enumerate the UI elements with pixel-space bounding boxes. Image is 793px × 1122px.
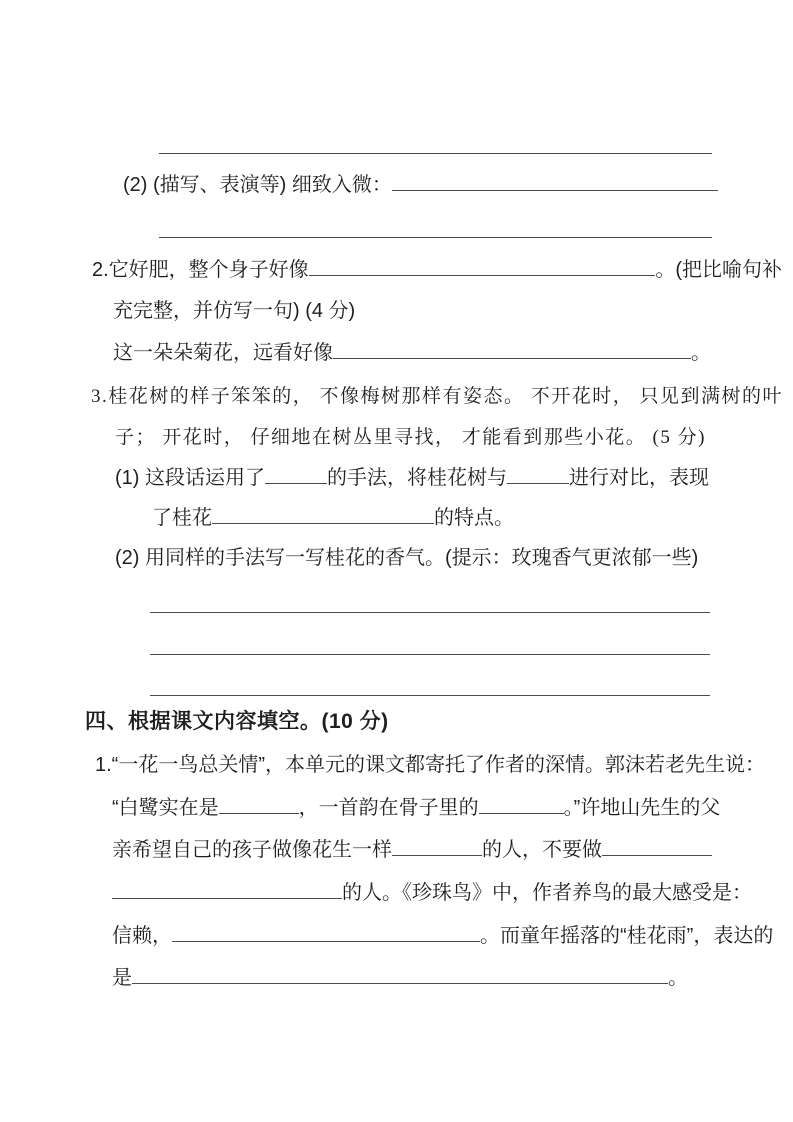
blank-underline (507, 480, 569, 484)
item2-sub2-line (123, 174, 718, 197)
s4-q1-line5 (112, 925, 773, 948)
blank-underline (333, 355, 691, 359)
item2-stem-cont: 充完整，并仿写一句) (4 分) (113, 300, 356, 322)
blank-underline (150, 692, 710, 696)
s4-q1-line2-post: 。”许地山先生的父 (563, 797, 721, 819)
blank-underline (132, 980, 668, 984)
answer-line (159, 234, 712, 238)
blank-underline (150, 609, 710, 613)
blank-underline (265, 480, 327, 484)
section4-heading (85, 710, 389, 733)
item3-sub1-cont-pre: 了桂花 (152, 507, 212, 529)
item3-sub2-label: (2) 用同样的手法写一写桂花的香气。(提示：玫瑰香气更浓郁一些) (115, 547, 699, 569)
item3-sub1-seg3: 进行对比，表现 (569, 467, 709, 489)
s4-q1-line6-pre: 是 (112, 967, 132, 989)
item3-sub1-seg1: (1) 这段话运用了 (115, 467, 265, 489)
blank-underline (172, 938, 480, 942)
item3-passage-line2 (115, 426, 706, 449)
section4-heading-text: 四、根据课文内容填空。(10 分) (85, 710, 389, 733)
s4-q1-line3-pre: 亲希望自己的孩子做像花生一样 (112, 839, 392, 861)
item2-imitation-line (113, 342, 711, 365)
s4-q1-line2-pre: “白鹭实在是 (112, 797, 219, 819)
blank-underline (309, 272, 656, 276)
blank-underline (479, 810, 564, 814)
item3-passage-line1 (91, 385, 783, 408)
item2-stem-line (92, 259, 782, 282)
s4-q1-line5-pre: 信赖， (112, 925, 172, 947)
s4-q1-line2 (112, 797, 720, 820)
item3-sub1-seg2: 的手法，将桂花树与 (327, 467, 507, 489)
item2-stem-continuation (113, 300, 355, 323)
blank-underline (150, 651, 710, 655)
blank-underline (112, 895, 342, 899)
item3-passage-text: 3.桂花树的样子笨笨的， 不像梅树那样有姿态。 不开花时， 只见到满树的叶 (91, 386, 784, 407)
full-stop: 。 (668, 967, 688, 989)
item2-stem-post: 。(把比喻句补 (655, 259, 782, 281)
s4-q1-line3 (112, 839, 712, 862)
s4-q1-line6 (112, 967, 688, 990)
s4-q1-line4-post: 的人。《珍珠鸟》中，作者养鸟的最大感受是： (342, 882, 752, 904)
item3-sub2-line (115, 547, 698, 570)
answer-line (150, 651, 710, 655)
blank-underline (212, 520, 434, 524)
s4-q1-line4 (112, 882, 752, 905)
full-stop: 。 (691, 342, 711, 364)
s4-q1-line2-mid: ，一首韵在骨子里的 (298, 797, 479, 819)
item3-sub1-cont-post: 的特点。 (434, 507, 514, 529)
blank-underline (602, 852, 712, 856)
s4-q1-line3-mid: 的人，不要做 (482, 839, 602, 861)
blank-underline (392, 187, 718, 191)
answer-line (150, 609, 710, 613)
item3-sub1-line (115, 467, 709, 490)
blank-underline (159, 234, 712, 238)
blank-underline (392, 852, 482, 856)
item2-stem-pre: 2.它好肥，整个身子好像 (92, 259, 309, 281)
item3-passage-text: 子； 开花时， 仔细地在树丛里寻找， 才能看到那些小花。 (5 分) (115, 427, 706, 448)
blank-underline (159, 150, 712, 154)
blank-underline (219, 810, 299, 814)
item2-sub2-label: (2) (描写、表演等) 细致入微： (123, 174, 392, 196)
item3-sub1-continuation (152, 507, 514, 530)
item2-imitation-pre: 这一朵朵菊花，远看好像 (113, 342, 333, 364)
answer-line (159, 150, 712, 154)
answer-line (150, 692, 710, 696)
s4-q1-line1-text: 1.“一花一鸟总关情”，本单元的课文都寄托了作者的深情。郭沫若老先生说： (95, 754, 765, 776)
s4-q1-line1 (95, 754, 765, 777)
s4-q1-line5-post: 。而童年摇落的“桂花雨”，表达的 (480, 925, 774, 947)
